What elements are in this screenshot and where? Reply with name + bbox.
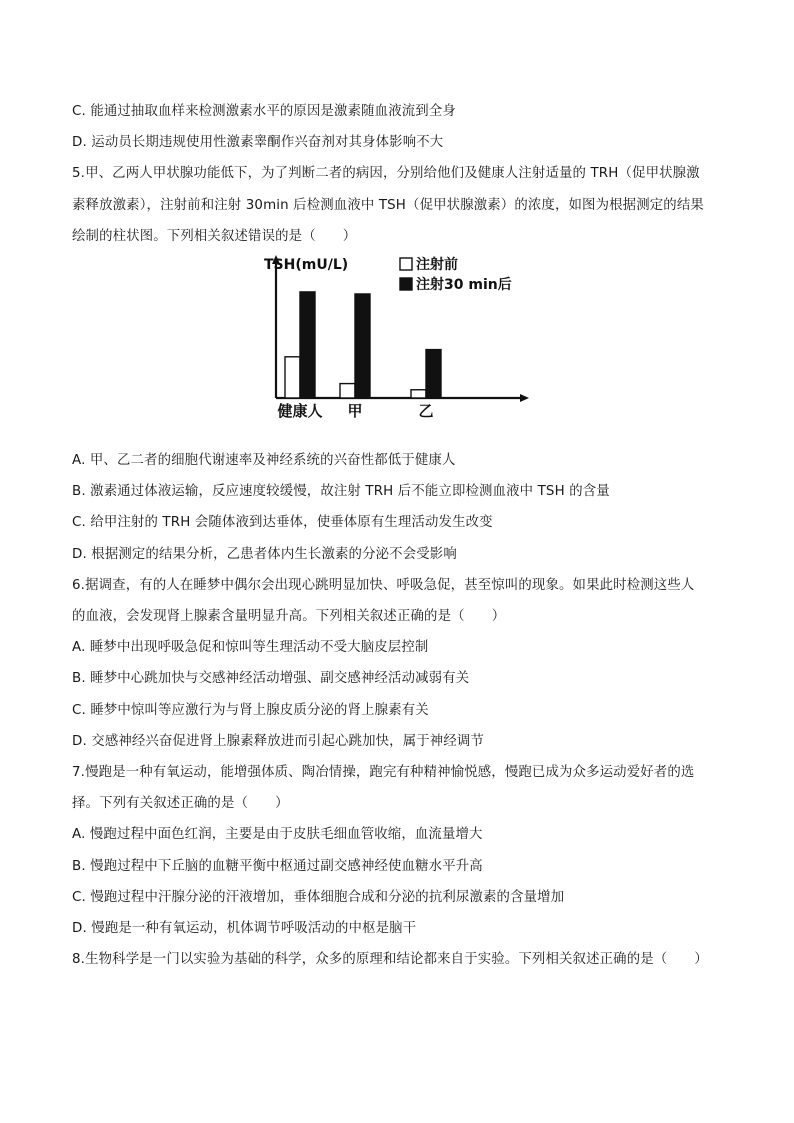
legend-swatch <box>400 278 412 290</box>
text-line: B. 慢跑过程中下丘脑的血糖平衡中枢通过副交感神经使血糖水平升高 <box>72 859 483 874</box>
bar-before-0 <box>285 357 300 398</box>
text-line: A. 慢跑过程中面色红润，主要是由于皮肤毛细血管收缩，血流量增大 <box>72 827 483 842</box>
legend-label: 注射30 min后 <box>416 277 512 293</box>
text-line: 5.甲、乙两人甲状腺功能低下，为了判断二者的病因，分别给他们及健康人注射适量的 TRH（促甲状腺激 <box>72 166 700 181</box>
text-line: 绘制的柱状图。下列相关叙述错误的是（ ） <box>72 229 357 244</box>
text-line: 素释放激素），注射前和注射 30min 后检测血液中 TSH（促甲状腺激素）的浓度，如图为根据测定的结果 <box>72 198 704 213</box>
text-line: C. 睡梦中惊叫等应激行为与肾上腺皮质分泌的肾上腺素有关 <box>72 703 429 718</box>
y-axis-label: TSH(mU/L) <box>264 257 349 273</box>
text-line: D. 慢跑是一种有氧运动，机体调节呼吸活动的中枢是脑干 <box>72 921 417 936</box>
text-line: 6.据调查，有的人在睡梦中偶尔会出现心跳明显加快、呼吸急促，甚至惊叫的现象。如果此时检测这些人 <box>72 578 695 593</box>
x-tick-label: 甲 <box>347 402 363 420</box>
text-line: D. 根据测定的结果分析，乙患者体内生长激素的分泌不会受影响 <box>72 547 457 562</box>
text-line: 择。下列有关叙述正确的是（ ） <box>72 796 289 811</box>
text-line: B. 睡梦中心跳加快与交感神经活动增强、副交感神经活动减弱有关 <box>72 671 470 686</box>
y-axis <box>272 255 280 398</box>
x-tick-label: 乙 <box>418 402 434 420</box>
text-line: C. 慢跑过程中汗腺分泌的汗液增加，垂体细胞合成和分泌的抗利尿激素的含量增加 <box>72 890 565 905</box>
bar-after-1 <box>355 294 370 398</box>
text-line: D. 交感神经兴奋促进肾上腺素释放进而引起心跳加快，属于神经调节 <box>72 734 484 749</box>
legend-swatch <box>400 258 412 270</box>
text-line: A. 甲、乙二者的细胞代谢速率及神经系统的兴奋性都低于健康人 <box>72 453 456 468</box>
text-line: 8.生物科学是一门以实验为基础的科学，众多的原理和结论都来自于实验。下列相关叙述正确的是（ ） <box>72 952 708 967</box>
text-line: B. 激素通过体液运输，反应速度较缓慢，故注射 TRH 后不能立即检测血液中 TSH 的含量 <box>72 484 610 499</box>
text-line: 的血液，会发现肾上腺素含量明显升高。下列相关叙述正确的是（ ） <box>72 609 506 624</box>
text-line: C. 给甲注射的 TRH 会随体液到达垂体，使垂体原有生理活动发生改变 <box>72 515 493 530</box>
text-line: A. 睡梦中出现呼吸急促和惊叫等生理活动不受大脑皮层控制 <box>72 640 429 655</box>
bar-after-0 <box>300 292 315 398</box>
legend <box>400 256 512 293</box>
text-line: 7.慢跑是一种有氧运动，能增强体质、陶冶情操，跑完有种精神愉悦感，慢跑已成为众多运动爱好者的选 <box>72 765 695 780</box>
bar-before-1 <box>340 384 355 398</box>
x-tick-labels <box>276 402 433 420</box>
bars <box>285 292 441 398</box>
text-line: D. 运动员长期违规使用性激素睾酮作兴奋剂对其身体影响不大 <box>72 135 444 150</box>
legend-label: 注射前 <box>416 257 458 273</box>
bar-before-2 <box>411 390 426 398</box>
tsh-bar-chart <box>258 250 534 420</box>
bar-after-2 <box>426 350 441 398</box>
text-line: C. 能通过抽取血样来检测激素水平的原因是激素随血液流到全身 <box>72 104 456 119</box>
x-tick-label: 健康人 <box>277 402 323 420</box>
